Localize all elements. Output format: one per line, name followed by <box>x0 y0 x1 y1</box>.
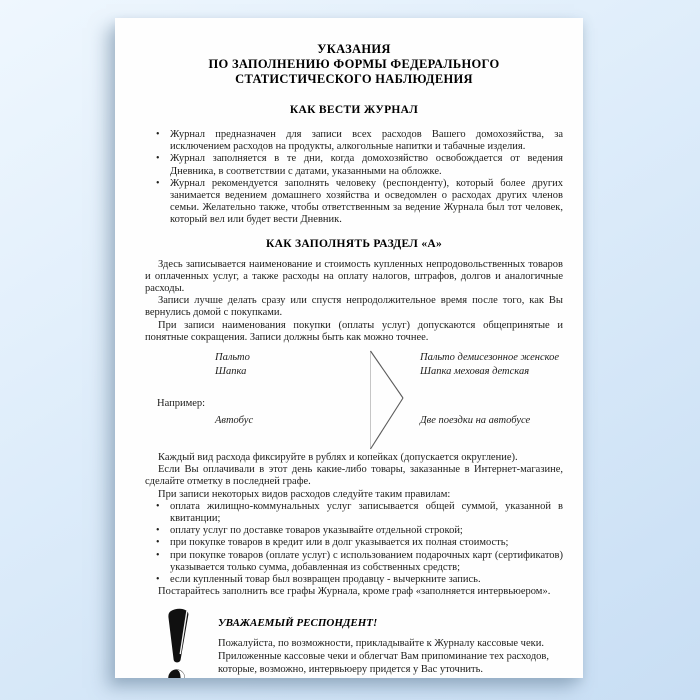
example-full-entry: Две поездки на автобусе <box>420 415 531 427</box>
paragraph: При записи наименования покупки (оплаты услуг) допускаются общепринятые и понятные сокращения. Записи должны быть как можно точнее. <box>145 319 563 343</box>
example-short-entry: Автобус <box>215 415 254 427</box>
example-arrow-icon <box>369 350 407 450</box>
section-heading-journal: КАК ВЕСТИ ЖУРНАЛ <box>289 104 419 116</box>
respondent-text <box>218 608 563 678</box>
example-full-entry: Пальто демисезонное женское <box>420 352 560 364</box>
paragraph: Записи лучше делать сразу или спустя непродолжительное время после того, как Вы вернулись домой с покупками. <box>145 295 563 319</box>
bullet-item: • Журнал заполняется в те дни, когда домохозяйство освобождается от ведения Дневника, в соответствии с датами, указанными на обложке. <box>170 153 563 177</box>
respondent-paragraph: Пожалуйста, по возможности, прикладывайте к Журналу кассовые чеки. <box>218 638 544 650</box>
document-page <box>115 18 583 678</box>
paragraph: Здесь записывается наименование и стоимость купленных непродовольственных товаров и оплаченных услуг, а также расходы на оплату налогов, штрафов, долгов и аналогичные расходы. <box>145 258 563 295</box>
title-line: ПО ЗАПОЛНЕНИЮ ФОРМЫ ФЕДЕРАЛЬНОГО <box>208 57 500 71</box>
rule-item: • если купленный товар был возвращен продавцу - вычеркните запись. <box>170 574 563 586</box>
section-heading-razdel-a: КАК ЗАПОЛНЯТЬ РАЗДЕЛ «А» <box>265 237 443 250</box>
example-short-entry: Пальто <box>215 352 250 364</box>
title-line: УКАЗАНИЯ <box>317 42 391 56</box>
respondent-paragraph: Приложенные кассовые чеки и облегчат Вам припоминание тех расходов, которые, возможно, интервьюеру придется у Вас уточнить. <box>218 651 550 675</box>
example-full-entry: Шапка меховая детская <box>420 366 530 378</box>
page-content <box>115 18 583 678</box>
rule-item: • оплата жилищно-коммунальных услуг записывается общей суммой, указанной в квитанции; <box>170 501 563 525</box>
closing-paragraph: Постарайтесь заполнить все графы Журнала, кроме граф «заполняется интервьюером». <box>158 586 551 598</box>
rule-item: • при покупке товаров в кредит или в долг указывается их полная стоимость; <box>170 537 563 549</box>
paragraph: Если Вы оплачивали в этот день какие-либо товары, заказанные в Интернет-магазине, сделайте отметку в последней графе. <box>145 464 563 488</box>
document-title <box>145 42 563 87</box>
bullet-item: • Журнал рекомендуется заполнять человеку (респонденту), который более других занимается ведением домашнего хозяйства и осведомлен о расходах других членов семьи. Желательно также, чтобы ответственным за ведение Журнала был тот человек, который вел или будет вести Дневник. <box>170 178 563 227</box>
example-label: Например: <box>157 398 206 410</box>
respondent-note <box>145 608 563 678</box>
example-block <box>145 352 563 448</box>
title-line: СТАТИСТИЧЕСКОГО НАБЛЮДЕНИЯ <box>235 72 473 86</box>
example-short-entry: Шапка <box>215 366 247 378</box>
exclamation-icon <box>160 608 196 678</box>
paragraph: Каждый вид расхода фиксируйте в рублях и копейках (допускается округление). <box>158 452 518 464</box>
rule-item: • оплату услуг по доставке товаров указывайте отдельной строкой; <box>170 525 563 537</box>
rules-list <box>145 501 563 586</box>
paragraph: При записи некоторых видов расходов следуйте таким правилам: <box>158 488 451 500</box>
bullet-item: • Журнал предназначен для записи всех расходов Вашего домохозяйства, за исключением расходов на продукты, алкогольные напитки и табачные изделия. <box>170 129 563 153</box>
respondent-heading: УВАЖАЕМЫЙ РЕСПОНДЕНТ! <box>218 617 378 630</box>
rule-item: • при покупке товаров (оплате услуг) с использованием подарочных карт (сертификатов) указывается только сумма, добавленная из собственных средств; <box>170 550 563 574</box>
journal-bullet-list <box>145 129 563 227</box>
